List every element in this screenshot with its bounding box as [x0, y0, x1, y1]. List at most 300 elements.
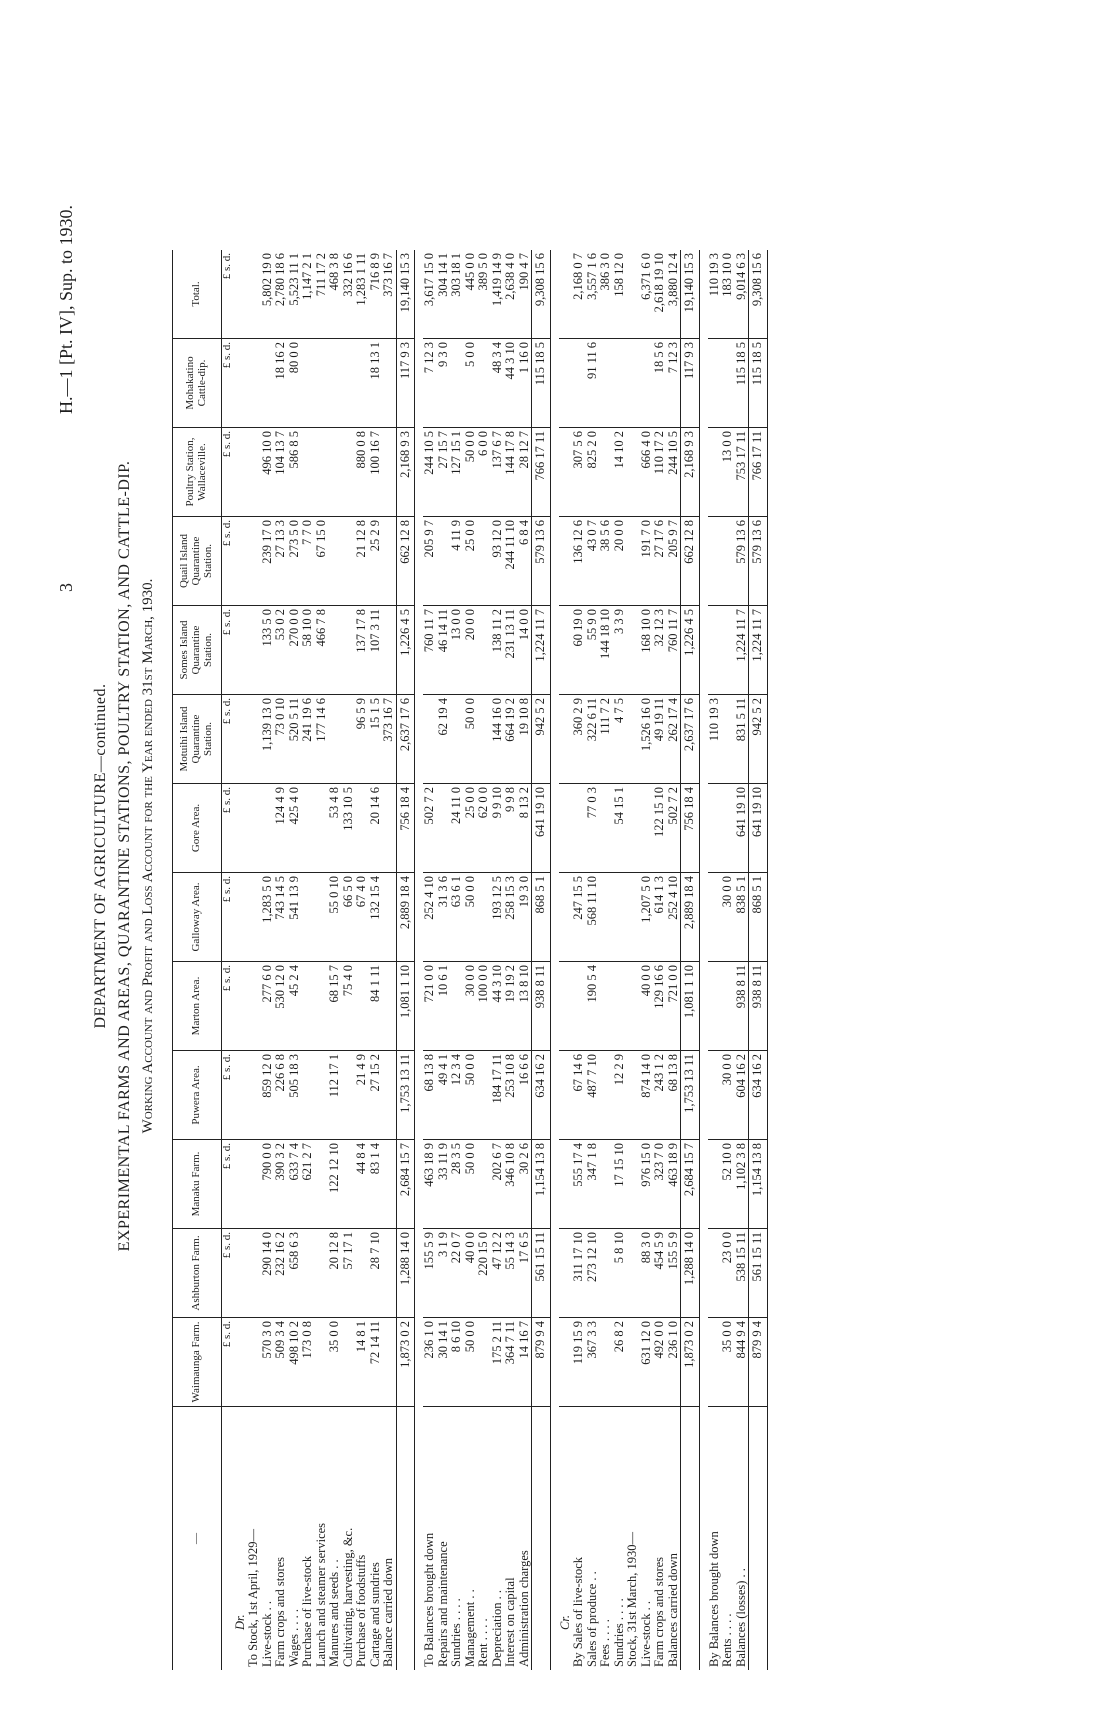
- value-cell: 12 3 4: [450, 1051, 464, 1140]
- value-cell: 53 4 8: [328, 784, 342, 873]
- value-cell: 155 5 9: [423, 1229, 437, 1318]
- header-column: Somes Island Quarantine Station.: [173, 606, 222, 695]
- value-cell: 220 15 0: [477, 1229, 491, 1318]
- value-cell: 54 15 1: [613, 784, 627, 873]
- value-cell: 831 5 11: [735, 695, 749, 784]
- value-cell: 133 5 0: [261, 606, 275, 695]
- value-cell: 168 10 0: [640, 606, 654, 695]
- value-cell: 570 3 0: [261, 1318, 275, 1407]
- value-cell: 236 1 0: [667, 1318, 681, 1407]
- value-cell: 243 1 2: [653, 1051, 667, 1140]
- total-cell: 19,140 15 3: [396, 250, 415, 339]
- value-cell: 25 0 0: [464, 784, 478, 873]
- row-label: Depreciation . .: [489, 1589, 504, 1667]
- value-cell: [342, 695, 356, 784]
- value-cell: 144 16 0: [491, 695, 505, 784]
- value-cell: 505 18 3: [288, 1051, 302, 1140]
- value-cell: [708, 339, 722, 428]
- value-cell: 2,780 18 6: [274, 250, 288, 339]
- value-cell: [437, 517, 451, 606]
- value-cell: 60 19 0: [572, 606, 586, 695]
- total-cell: 1,081 1 10: [396, 962, 415, 1051]
- value-cell: [247, 428, 261, 517]
- value-cell: [640, 339, 654, 428]
- value-cell: [613, 339, 627, 428]
- empty-cell: [559, 1140, 573, 1229]
- empty-cell: [559, 1318, 573, 1407]
- value-cell: 35 0 0: [721, 1318, 735, 1407]
- value-cell: 226 6 8: [274, 1051, 288, 1140]
- value-cell: 239 17 0: [261, 517, 275, 606]
- value-cell: 1,526 16 0: [640, 695, 654, 784]
- value-cell: 604 16 2: [735, 1051, 749, 1140]
- value-cell: 25 0 0: [464, 517, 478, 606]
- total-cell: 19,140 15 3: [681, 250, 700, 339]
- value-cell: 760 11 7: [423, 606, 437, 695]
- value-cell: 19 19 2: [504, 962, 518, 1051]
- value-cell: 1 16 0: [518, 339, 532, 428]
- value-cell: 14 8 1: [355, 1318, 369, 1407]
- value-cell: 346 10 8: [504, 1140, 518, 1229]
- value-cell: [382, 1318, 396, 1407]
- empty-cell: [234, 962, 248, 1051]
- unit-cell: £ s. d.: [222, 1140, 234, 1229]
- value-cell: 107 3 11: [369, 606, 383, 695]
- value-cell: 67 15 0: [315, 517, 329, 606]
- value-cell: 32 12 3: [653, 606, 667, 695]
- value-cell: 80 0 0: [288, 339, 302, 428]
- row-label: Sales of produce . .: [584, 1571, 599, 1667]
- value-cell: 9 9 8: [504, 784, 518, 873]
- value-cell: 72 14 11: [369, 1318, 383, 1407]
- value-cell: [355, 1229, 369, 1318]
- total-cell: 1,288 14 0: [396, 1229, 415, 1318]
- value-cell: 244 10 5: [423, 428, 437, 517]
- value-cell: [708, 784, 722, 873]
- value-cell: 2,638 4 0: [504, 250, 518, 339]
- value-cell: [572, 784, 586, 873]
- row-label: By Balances brought down: [706, 1531, 721, 1667]
- value-cell: 205 9 7: [423, 517, 437, 606]
- value-cell: [315, 784, 329, 873]
- value-cell: 568 11 10: [586, 873, 600, 962]
- value-cell: 91 11 6: [586, 339, 600, 428]
- total-cell: 2,637 17 6: [681, 695, 700, 784]
- value-cell: 33 11 9: [437, 1140, 451, 1229]
- row-label: Manures and seeds . .: [327, 1559, 342, 1667]
- empty-cell: [559, 339, 573, 428]
- value-cell: 586 8 5: [288, 428, 302, 517]
- value-cell: 4 11 9: [450, 517, 464, 606]
- value-cell: [355, 339, 369, 428]
- value-cell: 347 1 8: [586, 1140, 600, 1229]
- value-cell: [721, 339, 735, 428]
- value-cell: [450, 695, 464, 784]
- value-cell: 58 10 0: [301, 606, 315, 695]
- table-row: [369, 250, 383, 1670]
- value-cell: [626, 695, 640, 784]
- value-cell: 67 14 6: [572, 1051, 586, 1140]
- unit-cell: £ s. d.: [222, 517, 234, 606]
- value-cell: 31 3 6: [437, 873, 451, 962]
- row-label: Fees . . . .: [598, 1619, 613, 1667]
- value-cell: [450, 962, 464, 1051]
- value-cell: 303 18 1: [450, 250, 464, 339]
- value-cell: [721, 695, 735, 784]
- value-cell: 119 15 9: [572, 1318, 586, 1407]
- value-cell: 520 5 11: [288, 695, 302, 784]
- value-cell: 8 13 2: [518, 784, 532, 873]
- value-cell: [721, 517, 735, 606]
- total-cell: 9,308 15 6: [532, 250, 551, 339]
- main-title: EXPERIMENTAL FARMS AND AREAS, QUARANTINE STATIONS, POULTRY STATION, AND CATTLE-DIP.: [116, 460, 133, 1252]
- row-label: Launch and steamer services: [313, 1522, 328, 1667]
- value-cell: [315, 428, 329, 517]
- value-cell: [382, 1229, 396, 1318]
- table-row: [504, 250, 518, 1670]
- page-number: 3: [56, 583, 76, 592]
- value-cell: 13 0 0: [721, 428, 735, 517]
- value-cell: 40 0 0: [464, 1229, 478, 1318]
- value-cell: 144 18 10: [599, 606, 613, 695]
- total-cell: 2,168 9 3: [396, 428, 415, 517]
- value-cell: 173 0 8: [301, 1318, 315, 1407]
- value-cell: 28 3 5: [450, 1140, 464, 1229]
- unit-cell: £ s. d.: [222, 695, 234, 784]
- column-header-row: [173, 250, 222, 1670]
- value-cell: [315, 1229, 329, 1318]
- value-cell: 28 12 7: [518, 428, 532, 517]
- total-cell: 634 16 2: [749, 1051, 768, 1140]
- value-cell: 50 0 0: [464, 1318, 478, 1407]
- value-cell: 389 5 0: [477, 250, 491, 339]
- value-cell: 44 3 10: [504, 339, 518, 428]
- header-column: Total.: [173, 250, 222, 339]
- value-cell: 5,523 11 1: [288, 250, 302, 339]
- value-cell: 122 12 10: [328, 1140, 342, 1229]
- total-cell: 879 9 4: [532, 1318, 551, 1407]
- value-cell: 110 17 2: [653, 428, 667, 517]
- value-cell: 133 10 5: [342, 784, 356, 873]
- table-row: [288, 250, 302, 1670]
- value-cell: 976 15 0: [640, 1140, 654, 1229]
- value-cell: [437, 784, 451, 873]
- total-cell: 868 5 1: [532, 873, 551, 962]
- value-cell: [599, 962, 613, 1051]
- value-cell: 48 3 4: [491, 339, 505, 428]
- value-cell: [626, 1318, 640, 1407]
- table-row: [735, 250, 749, 1670]
- total-cell: 9,308 15 6: [749, 250, 768, 339]
- value-cell: [626, 1051, 640, 1140]
- value-cell: [382, 606, 396, 695]
- value-cell: 100 0 0: [477, 962, 491, 1051]
- value-cell: [382, 339, 396, 428]
- value-cell: 445 0 0: [464, 250, 478, 339]
- empty-cell: [234, 695, 248, 784]
- value-cell: 496 10 0: [261, 428, 275, 517]
- total-row: [532, 250, 551, 1670]
- value-cell: 68 13 8: [423, 1051, 437, 1140]
- value-cell: 307 5 6: [572, 428, 586, 517]
- value-cell: 111 7 2: [599, 695, 613, 784]
- value-cell: 273 12 10: [586, 1229, 600, 1318]
- value-cell: 84 1 11: [369, 962, 383, 1051]
- total-cell: 1,226 4 5: [396, 606, 415, 695]
- value-cell: 40 0 0: [640, 962, 654, 1051]
- value-cell: 55 9 0: [586, 606, 600, 695]
- total-cell: 1,224 11 7: [749, 606, 768, 695]
- value-cell: 30 2 6: [518, 1140, 532, 1229]
- value-cell: 136 12 6: [572, 517, 586, 606]
- value-cell: [315, 339, 329, 428]
- value-cell: 190 4 7: [518, 250, 532, 339]
- value-cell: 25 2 9: [369, 517, 383, 606]
- total-cell: 1,873 0 2: [396, 1318, 415, 1407]
- value-cell: 466 7 8: [315, 606, 329, 695]
- row-label: Balances (losses) . .: [733, 1568, 748, 1667]
- table-row: [315, 250, 329, 1670]
- row-label: Interest on capital: [503, 1577, 518, 1667]
- value-cell: 45 2 4: [288, 962, 302, 1051]
- table-row: [437, 250, 451, 1670]
- value-cell: 43 0 7: [586, 517, 600, 606]
- row-label: Farm crops and stores: [652, 1556, 667, 1667]
- value-cell: 17 6 5: [518, 1229, 532, 1318]
- empty-cell: [559, 1051, 573, 1140]
- value-cell: 277 6 0: [261, 962, 275, 1051]
- total-cell: 1,081 1 10: [681, 962, 700, 1051]
- value-cell: [708, 1140, 722, 1229]
- value-cell: [599, 1051, 613, 1140]
- row-label: Live-stock . .: [259, 1601, 274, 1667]
- value-cell: 2,168 0 7: [572, 250, 586, 339]
- value-cell: 122 15 10: [653, 784, 667, 873]
- value-cell: 614 1 3: [653, 873, 667, 962]
- value-cell: [382, 784, 396, 873]
- value-cell: 55 14 3: [504, 1229, 518, 1318]
- value-cell: 18 16 2: [274, 339, 288, 428]
- value-cell: 28 7 10: [369, 1229, 383, 1318]
- empty-cell: [234, 873, 248, 962]
- value-cell: 27 15 2: [369, 1051, 383, 1140]
- header-column: Ashburton Farm.: [173, 1229, 222, 1318]
- value-cell: 252 4 10: [423, 873, 437, 962]
- value-cell: 641 19 10: [735, 784, 749, 873]
- value-cell: [613, 962, 627, 1051]
- value-cell: [708, 962, 722, 1051]
- value-cell: 20 0 0: [464, 606, 478, 695]
- value-cell: 666 4 0: [640, 428, 654, 517]
- value-cell: 27 15 7: [437, 428, 451, 517]
- value-cell: [708, 873, 722, 962]
- value-cell: [599, 784, 613, 873]
- total-cell: 1,288 14 0: [681, 1229, 700, 1318]
- empty-cell: [559, 606, 573, 695]
- value-cell: [247, 873, 261, 962]
- value-cell: 93 12 0: [491, 517, 505, 606]
- value-cell: [572, 962, 586, 1051]
- value-cell: 137 17 8: [355, 606, 369, 695]
- value-cell: [599, 1318, 613, 1407]
- value-cell: 177 14 6: [315, 695, 329, 784]
- value-cell: 77 0 3: [586, 784, 600, 873]
- value-cell: [247, 695, 261, 784]
- value-cell: 743 14 5: [274, 873, 288, 962]
- value-cell: [626, 962, 640, 1051]
- value-cell: 35 0 0: [328, 1318, 342, 1407]
- value-cell: 144 17 8: [504, 428, 518, 517]
- value-cell: [315, 1051, 329, 1140]
- empty-cell: [559, 517, 573, 606]
- value-cell: 468 3 8: [328, 250, 342, 339]
- value-cell: 454 5 9: [653, 1229, 667, 1318]
- section-gap: [767, 250, 776, 1670]
- value-cell: 10 6 1: [437, 962, 451, 1051]
- value-cell: 14 0 0: [518, 606, 532, 695]
- header-column: Motuihi Island Quarantine Station.: [173, 695, 222, 784]
- total-cell: 756 18 4: [681, 784, 700, 873]
- unit-cell: [222, 1407, 234, 1671]
- value-cell: [613, 873, 627, 962]
- value-cell: 50 0 0: [464, 873, 478, 962]
- value-cell: [301, 428, 315, 517]
- table-row: [355, 250, 369, 1670]
- section-heading: Dr.: [232, 1614, 247, 1630]
- value-cell: 1,283 1 11: [355, 250, 369, 339]
- value-cell: [247, 784, 261, 873]
- value-cell: 20 12 8: [328, 1229, 342, 1318]
- total-cell: 2,684 15 7: [396, 1140, 415, 1229]
- value-cell: 492 0 0: [653, 1318, 667, 1407]
- total-cell: 766 17 11: [532, 428, 551, 517]
- section-heading-row: [559, 250, 573, 1670]
- value-cell: 50 0 0: [464, 428, 478, 517]
- value-cell: [247, 1051, 261, 1140]
- value-cell: 311 17 10: [572, 1229, 586, 1318]
- value-cell: 711 17 2: [315, 250, 329, 339]
- value-cell: [301, 962, 315, 1051]
- total-cell: 938 8 11: [749, 962, 768, 1051]
- total-cell: 868 5 1: [749, 873, 768, 962]
- table-row: [667, 250, 681, 1670]
- value-cell: 838 5 1: [735, 873, 749, 962]
- total-cell: 579 13 6: [749, 517, 768, 606]
- value-cell: [328, 606, 342, 695]
- value-cell: [477, 1140, 491, 1229]
- value-cell: 3 1 9: [437, 1229, 451, 1318]
- empty-cell: [559, 250, 573, 339]
- value-cell: 3,880 12 4: [667, 250, 681, 339]
- total-cell: 942 5 2: [749, 695, 768, 784]
- total-cell: 1,753 13 11: [396, 1051, 415, 1140]
- value-cell: 24 11 0: [450, 784, 464, 873]
- table-row: [613, 250, 627, 1670]
- value-cell: 244 11 10: [504, 517, 518, 606]
- value-cell: 112 17 1: [328, 1051, 342, 1140]
- table-row: [274, 250, 288, 1670]
- value-cell: [315, 962, 329, 1051]
- value-cell: [247, 1318, 261, 1407]
- value-cell: [342, 339, 356, 428]
- header-column: Gore Area.: [173, 784, 222, 873]
- value-cell: 129 16 6: [653, 962, 667, 1051]
- total-cell: 579 13 6: [532, 517, 551, 606]
- empty-cell: [559, 784, 573, 873]
- value-cell: [423, 695, 437, 784]
- empty-cell: [559, 428, 573, 517]
- table-row: [247, 250, 261, 1670]
- value-cell: 155 5 9: [667, 1229, 681, 1318]
- value-cell: 46 14 11: [437, 606, 451, 695]
- value-cell: 63 6 1: [450, 873, 464, 962]
- value-cell: 175 2 11: [491, 1318, 505, 1407]
- header-column: Poultry Station, Wallaceville.: [173, 428, 222, 517]
- row-label: To Balances brought down: [422, 1532, 437, 1667]
- header-column: Quail Island Quarantine Station.: [173, 517, 222, 606]
- value-cell: 83 1 4: [369, 1140, 383, 1229]
- table-row: [450, 250, 464, 1670]
- value-cell: 290 14 0: [261, 1229, 275, 1318]
- value-cell: [599, 339, 613, 428]
- value-cell: 633 7 4: [288, 1140, 302, 1229]
- unit-cell: £ s. d.: [222, 784, 234, 873]
- value-cell: [382, 873, 396, 962]
- value-cell: 7 12 3: [667, 339, 681, 428]
- row-label: To Stock, 1st April, 1929—: [246, 1528, 261, 1667]
- total-label: [749, 1407, 768, 1671]
- row-label: Farm crops and stores: [273, 1556, 288, 1667]
- value-cell: 19 10 8: [518, 695, 532, 784]
- value-cell: 541 13 9: [288, 873, 302, 962]
- value-cell: 463 18 9: [423, 1140, 437, 1229]
- value-cell: 360 2 9: [572, 695, 586, 784]
- value-cell: 247 15 5: [572, 873, 586, 962]
- value-cell: 14 16 7: [518, 1318, 532, 1407]
- value-cell: 9 3 0: [437, 339, 451, 428]
- value-cell: 50 0 0: [464, 695, 478, 784]
- value-cell: 390 3 2: [274, 1140, 288, 1229]
- value-cell: 44 3 10: [491, 962, 505, 1051]
- empty-cell: [559, 1229, 573, 1318]
- header-column: Galloway Area.: [173, 873, 222, 962]
- document-reference: H.—1 [Pt. IV], Sup. to 1930.: [56, 204, 76, 414]
- empty-cell: [559, 695, 573, 784]
- total-cell: 634 16 2: [532, 1051, 551, 1140]
- value-cell: 258 15 3: [504, 873, 518, 962]
- value-cell: 498 10 2: [288, 1318, 302, 1407]
- value-cell: 62 0 0: [477, 784, 491, 873]
- value-cell: [382, 428, 396, 517]
- value-cell: [708, 517, 722, 606]
- value-cell: [477, 1318, 491, 1407]
- total-cell: 662 12 8: [396, 517, 415, 606]
- value-cell: [301, 873, 315, 962]
- value-cell: 18 5 6: [653, 339, 667, 428]
- total-cell: 117 9 3: [396, 339, 415, 428]
- value-cell: 262 17 4: [667, 695, 681, 784]
- value-cell: [477, 606, 491, 695]
- value-cell: 6,371 6 0: [640, 250, 654, 339]
- total-cell: 879 9 4: [749, 1318, 768, 1407]
- value-cell: [301, 339, 315, 428]
- total-cell: 756 18 4: [396, 784, 415, 873]
- table-row: [599, 250, 613, 1670]
- value-cell: [708, 1318, 722, 1407]
- value-cell: [626, 428, 640, 517]
- section-heading: Cr.: [557, 1615, 572, 1630]
- value-cell: [382, 517, 396, 606]
